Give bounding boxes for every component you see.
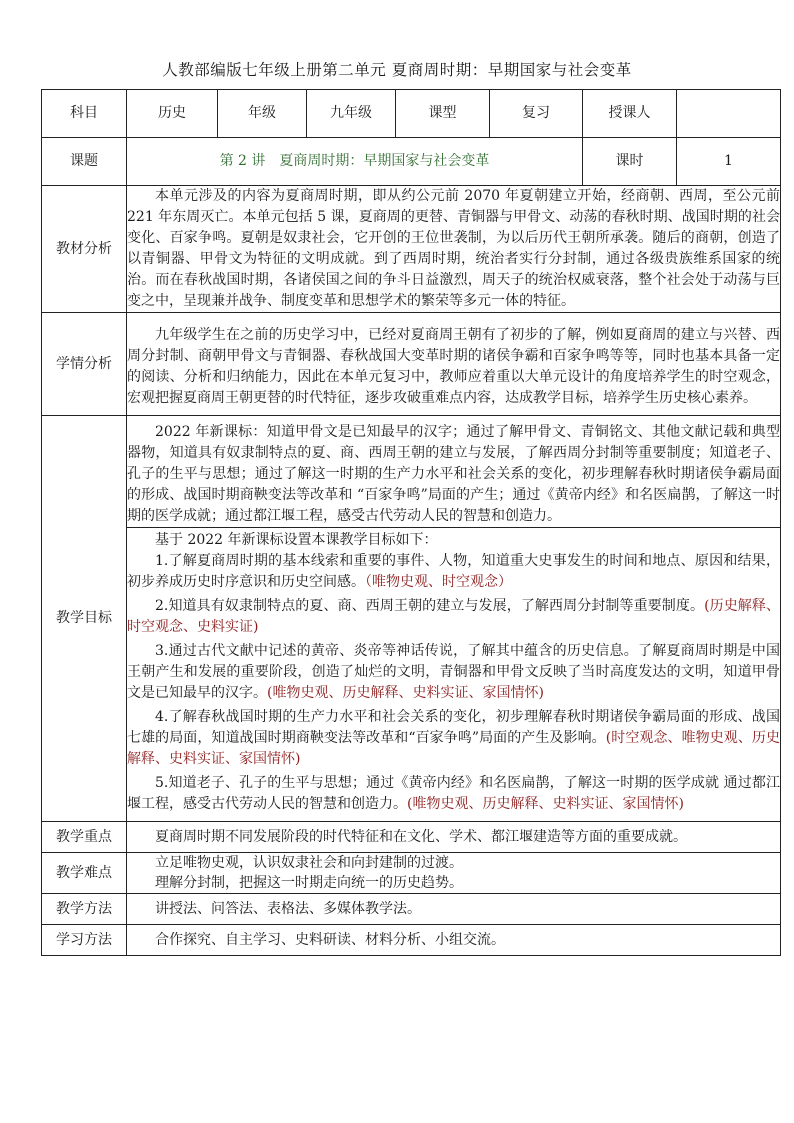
student-analysis-label: 学情分析 bbox=[42, 313, 127, 416]
textbook-analysis-row bbox=[42, 186, 781, 313]
difficulties-line-1: 立足唯物史观，认识奴隶社会和向封建制的过渡。 bbox=[155, 855, 463, 871]
lesson-type-value: 复习 bbox=[490, 90, 583, 138]
hours-value: 1 bbox=[677, 138, 781, 186]
teaching-methods-text: 讲授法、问答法、表格法、多媒体教学法。 bbox=[155, 900, 421, 917]
difficulties-line-2: 理解分封制，把握这一时期走向统一的历史趋势。 bbox=[155, 875, 463, 891]
hours-label: 课时 bbox=[583, 138, 677, 186]
goal-item: 2.知道具有奴隶制特点的夏、商、西周王朝的建立与发展，了解西周分封制等重要制度。(历史解释、时空观念、史料实证) bbox=[127, 598, 780, 635]
goal-item: 4.了解春秋战国时期的生产力水平和社会关系的变化，初步理解春秋时期诸侯争霸局面的形成、战国七雄的局面，知道战国时期商鞅变法等改革和“百家争鸣”局面的产生及影响。(时空观念、唯物史观、历史解释、史料实证、家国情怀) bbox=[127, 709, 781, 767]
goal-literacy-tag: (唯物史观、历史解释、史料实证、家国情怀) bbox=[407, 796, 684, 812]
key-points-label: 教学重点 bbox=[42, 822, 127, 853]
goal-item: 1.了解夏商周时期的基本线索和重要的事件、人物，知道重大史事发生的时间和地点、原因和结果，初步养成历史时序意识和历史空间感。（唯物史观、时空观念） bbox=[127, 553, 780, 590]
teaching-methods-cell bbox=[127, 894, 781, 925]
goal-item: 3.通过古代文献中记述的黄帝、炎帝等神话传说，了解其中蕴含的历史信息。了解夏商周时期是中国王朝产生和发展的重要阶段，创造了灿烂的文明，青铜器和甲骨文反映了当时高度发达的文明，知道甲骨文是已知最早的汉字。(唯物史观、历史解释、史料实证、家国情怀) bbox=[127, 643, 780, 701]
key-points-cell bbox=[127, 822, 781, 853]
key-points-text: 夏商周时期不同发展阶段的时代特征和在文化、学术、都江堰建造等方面的重要成就。 bbox=[155, 828, 687, 845]
learning-methods-cell bbox=[127, 925, 781, 956]
difficulties-label: 教学难点 bbox=[42, 853, 127, 894]
teaching-goals-row-1 bbox=[42, 416, 781, 528]
key-points-row bbox=[42, 822, 781, 853]
goal-item: 5.知道老子、孔子的生平与思想；通过《黄帝内经》和名医扁鹊，了解这一时期的医学成就 通过都江堰工程，感受古代劳动人民的智慧和创造力。(唯物史观、历史解释、史料实证、家国情怀) bbox=[127, 775, 780, 812]
teaching-goals-label: 教学目标 bbox=[42, 416, 127, 822]
subject-value: 历史 bbox=[127, 90, 218, 138]
topic-row bbox=[42, 138, 781, 186]
curriculum-standard-cell bbox=[127, 416, 781, 528]
lesson-type-label: 课型 bbox=[396, 90, 490, 138]
textbook-analysis-label: 教材分析 bbox=[42, 186, 127, 313]
learning-methods-label: 学习方法 bbox=[42, 925, 127, 956]
lesson-plan-table bbox=[41, 89, 781, 956]
goals-list-cell bbox=[127, 528, 781, 822]
goal-literacy-tag: (唯物史观、历史解释、史料实证、家国情怀) bbox=[267, 685, 544, 701]
textbook-analysis-cell bbox=[127, 186, 781, 313]
teaching-methods-row bbox=[42, 894, 781, 925]
document-title: 人教部编版七年级上册第二单元 夏商周时期：早期国家与社会变革 bbox=[162, 61, 632, 79]
header-row bbox=[42, 90, 781, 138]
difficulties-row bbox=[42, 853, 781, 894]
grade-label: 年级 bbox=[218, 90, 307, 138]
learning-methods-text: 合作探究、自主学习、史料研读、材料分析、小组交流。 bbox=[155, 931, 505, 948]
topic-title: 第 2 讲 夏商周时期：早期国家与社会变革 bbox=[127, 138, 583, 186]
topic-label: 课题 bbox=[42, 138, 127, 186]
learning-methods-row bbox=[42, 925, 781, 956]
goal-literacy-tag: (时空观念、唯物史观、历史解释、史料实证、家国情怀) bbox=[127, 730, 781, 767]
teacher-label: 授课人 bbox=[583, 90, 677, 138]
difficulties-cell bbox=[127, 853, 781, 894]
teacher-value bbox=[677, 90, 781, 138]
student-analysis-row bbox=[42, 313, 781, 416]
goal-literacy-tag: (历史解释、时空观念、史料实证) bbox=[127, 598, 780, 635]
subject-label: 科目 bbox=[42, 90, 127, 138]
goals-intro: 基于 2022 年新课标设置本课教学目标如下： bbox=[155, 532, 438, 548]
teaching-methods-label: 教学方法 bbox=[42, 894, 127, 925]
curriculum-standard-text: 2022 年新课标：知道甲骨文是已知最早的汉字；通过了解甲骨文、青铜铭文、其他文献记载和典型器物，知道具有奴隶制特点的夏、商、西周王朝的建立与发展，了解西周分封制等重要制度；知道老子、孔子的生平与思想；通过了解这一时期的生产力水平和社会关系的变化，初步理解春秋时期诸侯争霸局面的形成、战国时期商鞅变法等改革和 “百家争鸣”局面的产生；通过《黄帝内经》和名医扁鹊，了解这一时期的医学成就；通过都江堰工程，感受古代劳动人民的智慧和创造力。 bbox=[127, 424, 780, 524]
student-analysis-cell bbox=[127, 313, 781, 416]
teaching-goals-row-2 bbox=[42, 528, 781, 822]
grade-value: 九年级 bbox=[307, 90, 396, 138]
goal-literacy-tag: （唯物史观、时空观念） bbox=[365, 574, 512, 590]
student-analysis-text: 九年级学生在之前的历史学习中，已经对夏商周王朝有了初步的了解，例如夏商周的建立与兴替、西周分封制、商朝甲骨文与青铜器、春秋战国大变革时期的诸侯争霸和百家争鸣等等，同时也基本具备一定的阅读、分析和归纳能力，因此在本单元复习中，教师应着重以大单元设计的角度培养学生的时空观念，宏观把握夏商周王朝更替的时代特征，逐步攻破重难点内容，达成教学目标，培养学生历史核心素养。 bbox=[127, 327, 780, 406]
textbook-analysis-text: 本单元涉及的内容为夏商周时期，即从约公元前 2070 年夏朝建立开始，经商朝、西周，至公元前 221 年东周灭亡。本单元包括 5 课，夏商周的更替、青铜器与甲骨文、动荡的春秋时期、战国时期的社会变化、百家争鸣。夏朝是奴隶社会，它开创的王位世袭制，为以后历代王朝所承袭。随后的商朝，创造了以青铜器、甲骨文为特征的文明成就。到了西周时期，统治者实行分封制，通过各级贵族维系国家的统治。而在春秋战国时期，各诸侯国之间的争斗日益激烈，周天子的统治权威衰落，整个社会处于动荡与巨变之中，呈现兼并战争、制度变革和思想学术的繁荣等多元一体的特征。 bbox=[127, 188, 780, 309]
